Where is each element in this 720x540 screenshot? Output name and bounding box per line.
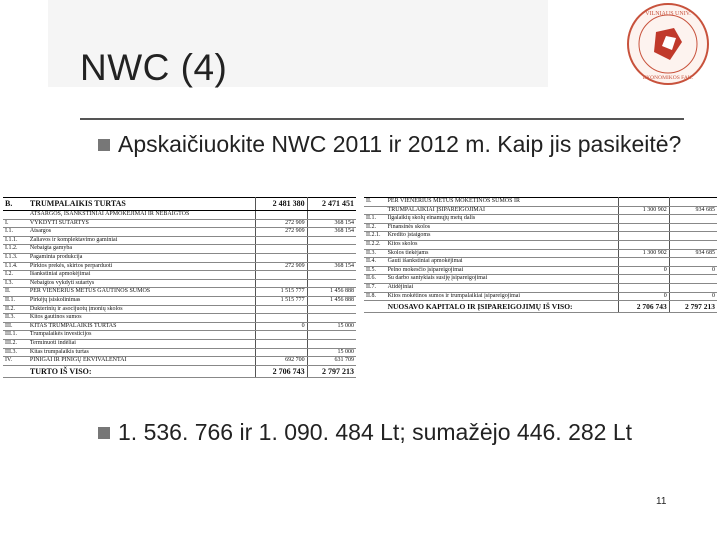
table-cell xyxy=(256,339,307,348)
table-cell: 272 909 xyxy=(256,228,307,237)
table-row xyxy=(364,266,717,275)
table-cell: II.7. xyxy=(364,283,386,292)
table-cell: II.2.2. xyxy=(364,240,386,249)
table-cell: III.1. xyxy=(3,331,28,340)
table-cell xyxy=(256,305,307,314)
table-cell: Dukterinių ir asocijuotų įmonių skolos xyxy=(28,305,256,314)
table-cell xyxy=(256,211,307,220)
bullet-answer xyxy=(98,418,698,446)
table-cell: I.1. xyxy=(3,228,28,237)
table-cell xyxy=(307,236,356,245)
table-cell: III. xyxy=(3,322,28,331)
table-row xyxy=(3,245,356,254)
table-cell: TRUMPALAIKIAI ĮSIPAREIGOJIMAI xyxy=(386,206,619,215)
svg-text:EKONOMIKOS FAK.: EKONOMIKOS FAK. xyxy=(642,75,694,81)
bullet-answer-text: 1. 536. 766 ir 1. 090. 484 Lt; sumažėjo 446. 282 Lt xyxy=(118,419,633,445)
table-cell xyxy=(618,198,669,207)
table-row xyxy=(3,322,356,331)
table-cell: PINIGAI IR PINIGŲ EKVIVALENTAI xyxy=(28,357,256,366)
table-cell xyxy=(256,271,307,280)
table-cell: 2 481 380 xyxy=(256,198,307,211)
table-row xyxy=(3,219,356,228)
table-header-row xyxy=(3,198,356,211)
table-cell: I.2. xyxy=(3,271,28,280)
table-cell: Nebaigtos vykdyti sutartys xyxy=(28,279,256,288)
title-divider xyxy=(80,118,684,120)
table-cell: Pirkėjų įsiskolinimas xyxy=(28,296,256,305)
table-cell: II.1. xyxy=(3,296,28,305)
table-cell: II.2. xyxy=(364,223,386,232)
table-cell xyxy=(618,258,669,267)
table-row xyxy=(3,271,356,280)
table-cell: PER VIENERIUS METUS MOKĖTINOS SUMOS IR xyxy=(386,198,619,207)
table-cell: 368 154 xyxy=(307,262,356,271)
table-cell: 272 909 xyxy=(256,219,307,228)
table-row xyxy=(364,232,717,241)
table-cell: Ilgalaikių skolų einamųjų metų dalis xyxy=(386,215,619,224)
table-row xyxy=(3,331,356,340)
table-cell xyxy=(618,240,669,249)
table-cell: ATSARGOS, IŠANKSTINIAI APMOKĖJIMAI IR NEBAIGTOS xyxy=(28,211,256,220)
table-row xyxy=(364,223,717,232)
table-cell xyxy=(307,245,356,254)
table-cell xyxy=(3,365,28,377)
table-cell xyxy=(669,198,717,207)
table-cell: 1 456 888 xyxy=(307,296,356,305)
table-cell: Kredito įstaigoms xyxy=(386,232,619,241)
table-cell: II.2. xyxy=(3,305,28,314)
table-row xyxy=(364,215,717,224)
table-cell: Žaliavos ir komplektavimo gaminiai xyxy=(28,236,256,245)
table-cell: III.2. xyxy=(3,339,28,348)
table-cell: 2 797 213 xyxy=(307,365,356,377)
table-cell xyxy=(307,271,356,280)
table-row xyxy=(364,206,717,215)
table-cell xyxy=(618,283,669,292)
table-cell: II. xyxy=(3,288,28,297)
table-cell: NUOSAVO KAPITALO IR ĮSIPAREIGOJIMŲ IŠ VISO: xyxy=(386,301,619,313)
table-cell xyxy=(256,348,307,357)
table-cell: II.1. xyxy=(364,215,386,224)
table-row xyxy=(364,198,717,207)
table-row xyxy=(3,236,356,245)
table-cell: 0 xyxy=(669,266,717,275)
table-cell: 368 154 xyxy=(307,228,356,237)
table-cell: Atsargos xyxy=(28,228,256,237)
table-cell xyxy=(618,223,669,232)
table-row xyxy=(364,240,717,249)
table-cell: 272 909 xyxy=(256,262,307,271)
table-cell: 0 xyxy=(669,292,717,301)
table-row xyxy=(364,258,717,267)
table-cell: 15 000 xyxy=(307,322,356,331)
table-cell: B. xyxy=(3,198,28,211)
corner-block xyxy=(0,0,49,87)
table-cell: Kitos skolos xyxy=(386,240,619,249)
bullet-square-icon xyxy=(98,139,110,151)
table-cell xyxy=(618,232,669,241)
table-cell: Terminuoti indėliai xyxy=(28,339,256,348)
table-cell xyxy=(307,279,356,288)
table-cell: 1 300 902 xyxy=(618,206,669,215)
table-row xyxy=(3,228,356,237)
table-cell xyxy=(669,275,717,284)
balance-sheet-image xyxy=(0,197,720,387)
table-cell: Trumpalaikės investicijos xyxy=(28,331,256,340)
table-cell xyxy=(618,215,669,224)
table-cell: I.1.1. xyxy=(3,236,28,245)
university-logo-icon xyxy=(626,2,710,86)
table-cell: III.3. xyxy=(3,348,28,357)
table-cell xyxy=(256,245,307,254)
bullet-question xyxy=(98,130,698,158)
table-cell: II.6. xyxy=(364,275,386,284)
table-cell xyxy=(307,305,356,314)
table-cell: Finansinės skolos xyxy=(386,223,619,232)
table-cell: Kitos gautinos sumos xyxy=(28,314,256,323)
table-cell: 0 xyxy=(256,322,307,331)
table-row xyxy=(3,262,356,271)
table-row xyxy=(3,348,356,357)
table-cell: 1 515 777 xyxy=(256,288,307,297)
table-cell: 15 000 xyxy=(307,348,356,357)
svg-text:VILNIAUS UNIV.: VILNIAUS UNIV. xyxy=(645,11,691,17)
table-row xyxy=(3,314,356,323)
table-cell: IV. xyxy=(3,357,28,366)
table-cell: 1 300 902 xyxy=(618,249,669,258)
slide-number: 11 xyxy=(656,496,667,507)
bullet-question-text: Apskaičiuokite NWC 2011 ir 2012 m. Kaip jis pasikeitė? xyxy=(118,131,682,157)
table-row xyxy=(3,296,356,305)
table-cell xyxy=(307,331,356,340)
table-row xyxy=(3,253,356,262)
table-cell: I.3. xyxy=(3,279,28,288)
table-cell xyxy=(669,215,717,224)
table-cell xyxy=(669,232,717,241)
table-cell: II.3. xyxy=(364,249,386,258)
table-cell: TURTO IŠ VISO: xyxy=(28,365,256,377)
table-cell: Pirktos prekės, skirtos perparduoti xyxy=(28,262,256,271)
table-cell: 631 709 xyxy=(307,357,356,366)
table-cell: Skolos tiekėjams xyxy=(386,249,619,258)
bullet-square-icon xyxy=(98,427,110,439)
table-cell: II.2.1. xyxy=(364,232,386,241)
table-cell: Kitos mokėtinos sumos ir trumpalaikiai įsipareigojimai xyxy=(386,292,619,301)
table-cell: Pelno mokesčio įsipareigojimai xyxy=(386,266,619,275)
table-cell: Gauti išankstiniai apmokėjimai xyxy=(386,258,619,267)
table-cell: I.1.3. xyxy=(3,253,28,262)
table-cell: 2 706 743 xyxy=(618,301,669,313)
table-row xyxy=(364,249,717,258)
table-cell: Pagaminta produkcija xyxy=(28,253,256,262)
table-cell: II.5. xyxy=(364,266,386,275)
table-total-row xyxy=(364,301,717,313)
table-cell: II.3. xyxy=(3,314,28,323)
table-cell: 2 471 451 xyxy=(307,198,356,211)
table-cell: 0 xyxy=(618,266,669,275)
table-cell xyxy=(256,314,307,323)
table-cell xyxy=(669,223,717,232)
table-cell xyxy=(669,283,717,292)
slide-title: NWC (4) xyxy=(80,47,228,88)
table-cell xyxy=(256,279,307,288)
table-cell: 934 685 xyxy=(669,249,717,258)
table-row xyxy=(3,305,356,314)
table-cell xyxy=(307,314,356,323)
table-cell: Atidėjiniai xyxy=(386,283,619,292)
table-cell: Nebaigta gamyba xyxy=(28,245,256,254)
table-cell xyxy=(364,301,386,313)
table-cell: Su darbo santykiais susiję įsipareigojimai xyxy=(386,275,619,284)
table-cell: PER VIENERIUS METUS GAUTINOS SUMOS xyxy=(28,288,256,297)
table-cell: 0 xyxy=(618,292,669,301)
table-total-row xyxy=(3,365,356,377)
table-cell: 1 456 888 xyxy=(307,288,356,297)
table-row xyxy=(364,275,717,284)
table-row xyxy=(364,283,717,292)
table-row xyxy=(3,211,356,220)
table-cell: 368 154 xyxy=(307,219,356,228)
table-cell: Kitas trumpalaikis turtas xyxy=(28,348,256,357)
table-row xyxy=(3,339,356,348)
table-cell xyxy=(256,236,307,245)
table-cell xyxy=(3,211,28,220)
table-cell xyxy=(364,206,386,215)
liabilities-table xyxy=(364,197,717,313)
table-cell: I.1.4. xyxy=(3,262,28,271)
assets-table xyxy=(3,197,356,378)
table-row xyxy=(3,288,356,297)
table-cell: KITAS TRUMPALAIKIS TURTAS xyxy=(28,322,256,331)
table-row xyxy=(364,292,717,301)
table-cell xyxy=(307,211,356,220)
table-cell: 1 515 777 xyxy=(256,296,307,305)
table-cell: 934 685 xyxy=(669,206,717,215)
table-cell: I. xyxy=(3,219,28,228)
table-cell: VYKDYTI SUTARTYS xyxy=(28,219,256,228)
table-cell: TRUMPALAIKIS TURTAS xyxy=(28,198,256,211)
table-cell xyxy=(669,240,717,249)
table-cell xyxy=(618,275,669,284)
table-cell xyxy=(669,258,717,267)
table-cell: II. xyxy=(364,198,386,207)
table-cell: 2 706 743 xyxy=(256,365,307,377)
table-cell: Išankstiniai apmokėjimai xyxy=(28,271,256,280)
table-cell xyxy=(256,253,307,262)
table-cell xyxy=(307,253,356,262)
table-row xyxy=(3,279,356,288)
table-cell xyxy=(256,331,307,340)
table-cell xyxy=(307,339,356,348)
table-cell: I.1.2. xyxy=(3,245,28,254)
table-cell: 692 700 xyxy=(256,357,307,366)
table-row xyxy=(3,357,356,366)
table-cell: 2 797 213 xyxy=(669,301,717,313)
table-cell: II.8. xyxy=(364,292,386,301)
table-cell: II.4. xyxy=(364,258,386,267)
